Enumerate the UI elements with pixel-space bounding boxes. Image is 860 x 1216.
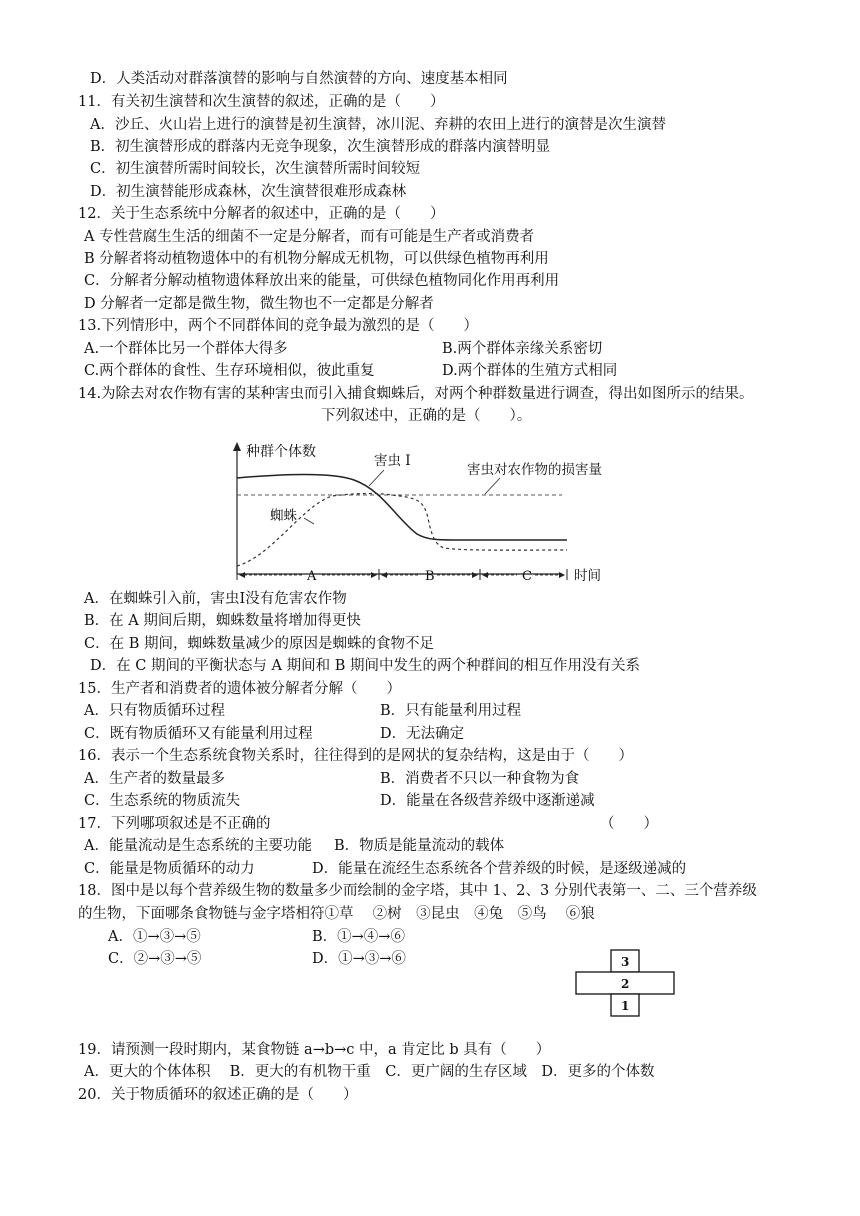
q12-option-d: D 分解者一定都是微生物，微生物也不一定都是分解者 bbox=[84, 296, 434, 312]
pest-label-pointer bbox=[369, 470, 384, 486]
svg-text:1: 1 bbox=[621, 999, 630, 1013]
q13-option-c: C.两个群体的食性、生存环境相似，彼此重复 bbox=[84, 363, 375, 379]
q17-option-b: B．物质是能量流动的载体 bbox=[334, 838, 505, 854]
q15-option-c: C．既有物质循环又有能量利用过程 bbox=[84, 726, 313, 742]
q11-option-b: B．初生演替形成的群落内无竞争现象，次生演替形成的群落内演替明显 bbox=[90, 139, 551, 155]
q17-option-d: D．能量在流经生态系统各个营养级的时候，是逐级递减的 bbox=[312, 861, 687, 877]
q18-option-d: D．①→③→⑥ bbox=[312, 951, 406, 967]
q10-option-d: D．人类活动对群落演替的影响与自然演替的方向、速度基本相同 bbox=[90, 71, 508, 87]
q14-stem-line1: 14.为除去对农作物有害的某种害虫而引入捕食蜘蛛后，对两个种群数量进行调查，得出如图所示的结果。 bbox=[78, 386, 754, 402]
q12-option-b: B 分解者将动植物遗体中的有机物分解成无机物，可以供绿色植物再利用 bbox=[84, 251, 549, 267]
q13-option-a: A.一个群体比另一个群体大得多 bbox=[84, 341, 288, 357]
q14-option-c: C．在 B 期间，蜘蛛数量减少的原因是蜘蛛的食物不足 bbox=[84, 636, 434, 652]
q18-option-a: A．①→③→⑤ bbox=[108, 929, 201, 945]
q13-option-d: D.两个群体的生殖方式相同 bbox=[442, 363, 618, 379]
y-axis-label: 种群个体数 bbox=[246, 444, 316, 460]
damage-label-pointer bbox=[485, 478, 500, 494]
q11-stem: 11．有关初生演替和次生演替的叙述，正确的是（ ） bbox=[78, 94, 445, 110]
q16-option-b: B．消费者不只以一种食物为食 bbox=[380, 771, 580, 787]
period-a-label: A bbox=[307, 569, 317, 584]
q14-option-a: A．在蜘蛛引入前，害虫Ⅰ没有危害农作物 bbox=[84, 591, 347, 607]
q15-stem: 15．生产者和消费者的遗体被分解者分解（ ） bbox=[78, 681, 401, 697]
svg-text:2: 2 bbox=[621, 977, 630, 991]
population-chart bbox=[222, 434, 622, 586]
q13-option-b: B.两个群体亲缘关系密切 bbox=[442, 341, 603, 357]
q15-option-d: D．无法确定 bbox=[380, 726, 465, 742]
pest-label: 害虫 I bbox=[374, 453, 411, 469]
svg-text:3: 3 bbox=[621, 955, 630, 969]
period-c-label: C bbox=[522, 569, 532, 584]
q15-option-b: B．只有能量利用过程 bbox=[380, 703, 522, 719]
q16-stem: 16．表示一个生态系统食物关系时，往往得到的是网状的复杂结构，这是由于（ ） bbox=[78, 748, 633, 764]
q16-option-c: C．生态系统的物质流失 bbox=[84, 793, 241, 809]
q11-option-d: D．初生演替能形成森林，次生演替很难形成森林 bbox=[90, 184, 407, 200]
period-b-label: B bbox=[425, 569, 435, 584]
damage-label: 害虫对农作物的损害量 bbox=[467, 462, 602, 478]
y-axis-arrow bbox=[233, 442, 241, 451]
q18-option-b: B．①→④→⑥ bbox=[312, 929, 405, 945]
q18-stem-line1: 18．图中是以每个营养级生物的数量多少而绘制的金字塔，其中 1、2、3 分别代表第一、二、三个营养级 bbox=[78, 883, 757, 899]
q13-stem: 13.下列情形中，两个不同群体间的竞争最为激烈的是（ ） bbox=[78, 318, 479, 334]
q18-stem-line2: 的生物，下面哪条食物链与金字塔相符①草 ②树 ③昆虫 ④兔 ⑤鸟 ⑥狼 bbox=[78, 906, 595, 922]
q16-option-d: D．能量在各级营养级中逐渐递减 bbox=[380, 793, 595, 809]
q11-option-c: C．初生演替所需时间较长，次生演替所需时间较短 bbox=[90, 161, 421, 177]
q19-options: A．更大的个体体积 B．更大的有机物干重 C．更广阔的生存区域 D．更多的个体数 bbox=[84, 1064, 655, 1080]
q11-option-a: A．沙丘、火山岩上进行的演替是初生演替，冰川泥、弃耕的农田上进行的演替是次生演替 bbox=[90, 117, 666, 133]
q12-stem: 12．关于生态系统中分解者的叙述中，正确的是（ ） bbox=[78, 206, 445, 222]
q20-stem: 20．关于物质循环的叙述正确的是（ ） bbox=[78, 1087, 358, 1103]
q12-option-c: C．分解者分解动植物遗体释放出来的能量，可供绿色植物同化作用再利用 bbox=[84, 273, 560, 289]
q19-stem: 19．请预测一段时期内，某食物链 a→b→c 中，a 肯定比 b 具有（ ） bbox=[78, 1042, 551, 1058]
q14-option-d: D．在 C 期间的平衡状态与 A 期间和 B 期间中发生的两个种群间的相互作用没有关系 bbox=[90, 658, 640, 674]
q14-stem-line2: 下列叙述中，正确的是（ ）。 bbox=[321, 408, 532, 424]
q17-option-a: A．能量流动是生态系统的主要功能 bbox=[84, 838, 312, 854]
q12-option-a: A 专性营腐生生活的细菌不一定是分解者，而有可能是生产者或消费者 bbox=[84, 229, 535, 245]
spider-label-pointer bbox=[304, 518, 314, 524]
q14-option-b: B．在 A 期间后期，蜘蛛数量将增加得更快 bbox=[84, 613, 361, 629]
spider-curve bbox=[237, 493, 567, 566]
trophic-pyramid bbox=[574, 948, 680, 1018]
q17-option-c: C．能量是物质循环的动力 bbox=[84, 861, 255, 877]
q16-option-a: A．生产者的数量最多 bbox=[84, 771, 225, 787]
spider-label: 蜘蛛 bbox=[270, 508, 297, 524]
q18-option-c: C．②→③→⑤ bbox=[108, 951, 202, 967]
x-axis-label: 时间 bbox=[574, 568, 601, 584]
q17-answer-paren: （ ） bbox=[600, 816, 658, 832]
q15-option-a: A．只有物质循环过程 bbox=[84, 703, 225, 719]
q17-stem: 17．下列哪项叙述是不正确的 bbox=[78, 816, 271, 832]
